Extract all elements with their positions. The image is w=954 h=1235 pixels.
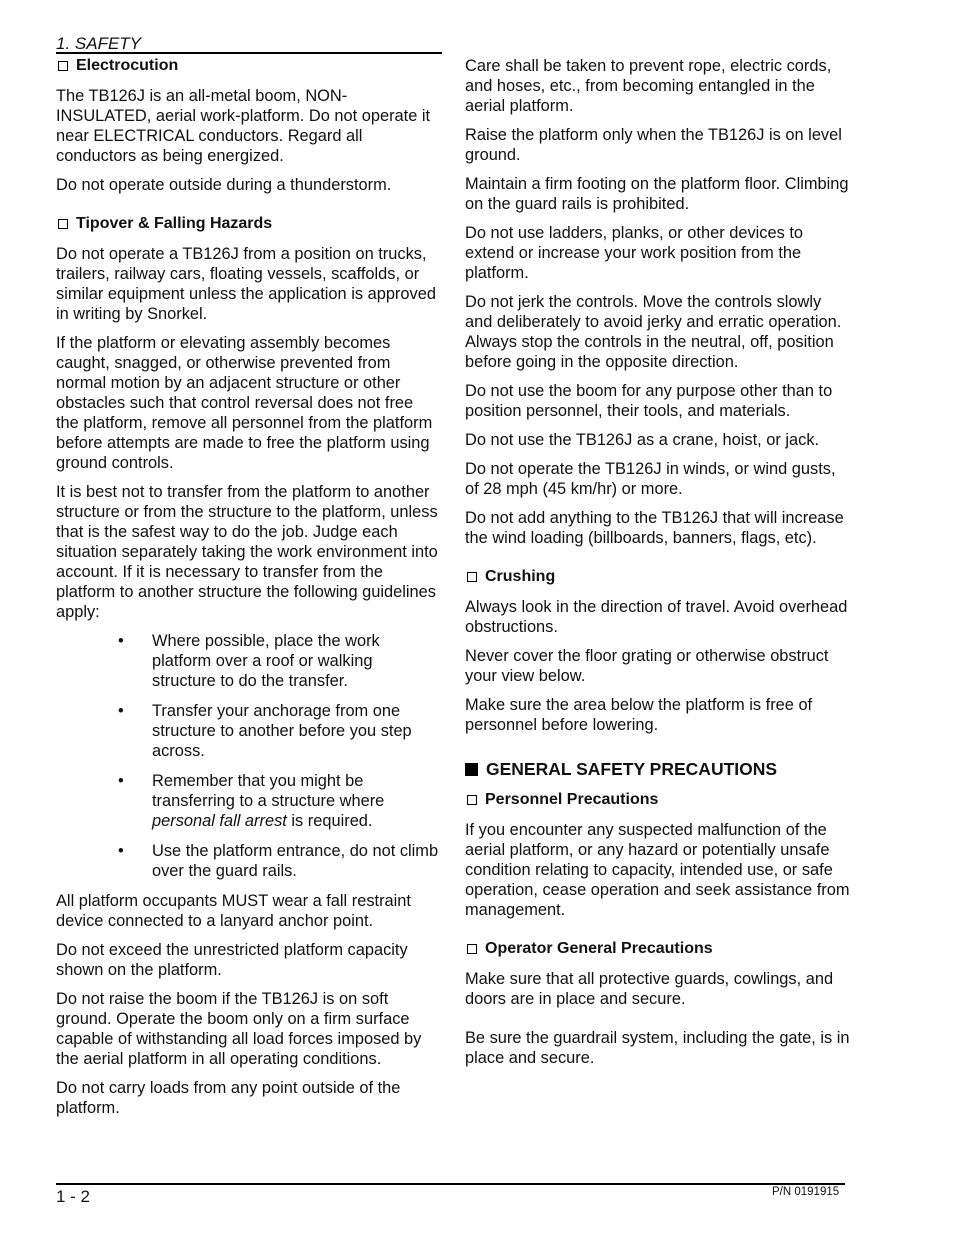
paragraph: Make sure that all protective guards, cowlings, and doors are in place and secure. — [465, 970, 834, 1008]
paragraph: Be sure the guardrail system, including the gate, is in place and secure. — [465, 1029, 850, 1067]
bullet-icon: • — [118, 632, 124, 650]
list-item — [90, 631, 440, 691]
footer-rule — [56, 1183, 845, 1185]
paragraph: Raise the platform only when the TB126J is on level ground. — [465, 126, 842, 164]
personnel-heading — [465, 790, 850, 810]
general-safety-heading-text: GENERAL SAFETY PRECAUTIONS — [486, 759, 778, 779]
section-title: 1. SAFETY — [56, 34, 142, 53]
page-number: 1 - 2 — [56, 1187, 91, 1206]
paragraph: Do not carry loads from any point outside of the platform. — [56, 1079, 401, 1117]
transfer-guidelines-list — [56, 631, 440, 881]
list-item-text-pre: Remember that you might be transferring to a structure where — [152, 772, 385, 810]
paragraph: Do not use the boom for any purpose other than to position personnel, their tools, and materials. — [465, 382, 833, 420]
header-rule — [56, 52, 442, 54]
list-item-text: Where possible, place the work platform over a roof or walking structure to do the transfer. — [152, 632, 380, 690]
paragraph: All platform occupants MUST wear a fall restraint device connected to a lanyard anchor point. — [56, 892, 411, 930]
paragraph: Do not operate the TB126J in winds, or wind gusts, of 28 mph (45 km/hr) or more. — [465, 460, 836, 498]
list-item-emphasis: personal fall arrest — [152, 812, 287, 830]
list-item — [90, 841, 440, 881]
list-item-text: Transfer your anchorage from one structure to another before you step across. — [152, 702, 412, 760]
general-safety-heading — [465, 759, 850, 779]
personnel-heading-text: Personnel Precautions — [485, 791, 659, 808]
checkbox-bullet-icon — [467, 572, 477, 582]
paragraph: Do not add anything to the TB126J that will increase the wind loading (billboards, banners, flags, etc). — [465, 509, 844, 547]
paragraph: Do not jerk the controls. Move the controls slowly and deliberately to avoid jerky and erratic operation. Always stop the controls in the neutral, off, position before going in the opposite direction. — [465, 293, 842, 371]
part-number: P/N 0191915 — [772, 1186, 840, 1198]
checkbox-bullet-icon — [58, 61, 68, 71]
checkbox-bullet-icon — [58, 219, 68, 229]
paragraph: If the platform or elevating assembly becomes caught, snagged, or otherwise prevented from normal motion by an adjacent structure or other obstacles such that control reversal does not free the platform, remove all personnel from the platform before attempts are made to free the platform using ground controls. — [56, 334, 433, 472]
electrocution-heading-text: Electrocution — [76, 57, 179, 74]
tipover-heading — [56, 214, 440, 234]
list-item — [90, 771, 440, 831]
tipover-heading-text: Tipover & Falling Hazards — [76, 215, 273, 232]
paragraph: Care shall be taken to prevent rope, electric cords, and hoses, etc., from becoming entangled in the aerial platform. — [465, 57, 832, 115]
electrocution-heading — [56, 56, 440, 76]
checkbox-bullet-icon — [467, 795, 477, 805]
paragraph: Do not operate a TB126J from a position on trucks, trailers, railway cars, floating vessels, scaffolds, or similar equipment unless the application is approved in writing by Snorkel. — [56, 245, 436, 323]
paragraph: If you encounter any suspected malfunction of the aerial platform, or any hazard or potentially unsafe condition relating to capacity, intended use, or safe operation, cease operation and seek assistance from management. — [465, 821, 850, 919]
paragraph: The TB126J is an all-metal boom, NON-INSULATED, aerial work-platform. Do not operate it near ELECTRICAL conductors. Regard all conductors as being energized. — [56, 87, 431, 165]
spacer — [465, 1018, 850, 1028]
list-item — [90, 701, 440, 761]
bullet-icon: • — [118, 842, 124, 860]
crushing-heading-text: Crushing — [485, 568, 556, 585]
paragraph: Do not use the TB126J as a crane, hoist, or jack. — [465, 431, 820, 449]
paragraph: Do not exceed the unrestricted platform capacity shown on the platform. — [56, 941, 408, 979]
paragraph: Do not use ladders, planks, or other devices to extend or increase your work position from the platform. — [465, 224, 804, 282]
right-column — [465, 56, 850, 1077]
paragraph: Always look in the direction of travel. Avoid overhead obstructions. — [465, 598, 848, 636]
operator-heading-text: Operator General Precautions — [485, 940, 713, 957]
list-item-text — [146, 771, 440, 831]
bullet-icon: • — [118, 702, 124, 720]
checkbox-bullet-icon — [467, 944, 477, 954]
operator-heading — [465, 939, 850, 959]
bullet-icon: • — [118, 772, 124, 790]
list-item-text: Use the platform entrance, do not climb over the guard rails. — [152, 842, 439, 880]
list-item-text-post: is required. — [286, 812, 373, 830]
paragraph: Make sure the area below the platform is free of personnel before lowering. — [465, 696, 813, 734]
crushing-heading — [465, 567, 850, 587]
paragraph: Do not operate outside during a thunderstorm. — [56, 176, 392, 194]
paragraph: Do not raise the boom if the TB126J is on soft ground. Operate the boom only on a firm surface capable of withstanding all load forces imposed by the aerial platform in all operating conditions. — [56, 990, 422, 1068]
filled-square-icon — [465, 763, 478, 776]
paragraph: Never cover the floor grating or otherwise obstruct your view below. — [465, 647, 829, 685]
left-column — [56, 56, 440, 1127]
paragraph: It is best not to transfer from the platform to another structure or from the structure to the platform, unless that is the safest way to do the job. Judge each situation separately taking the work environment into account. If it is necessary to transfer from the platform to another structure the following guidelines apply: — [56, 483, 438, 621]
paragraph: Maintain a firm footing on the platform floor. Climbing on the guard rails is prohibited. — [465, 175, 849, 213]
